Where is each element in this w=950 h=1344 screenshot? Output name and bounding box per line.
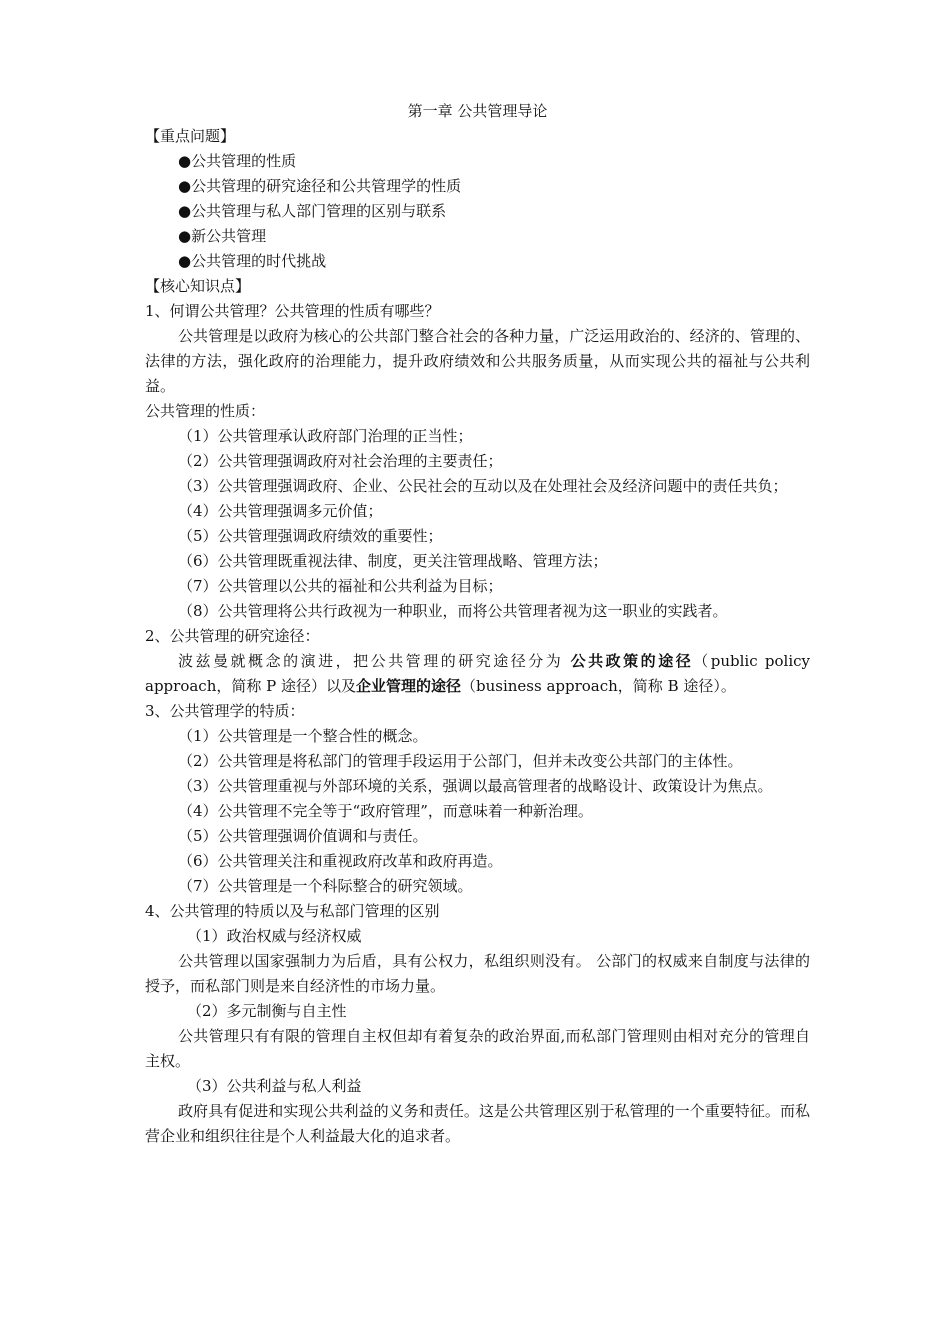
difference-text: 公共管理以国家强制力为后盾，具有公权力，私组织则没有。 公部门的权威来自制度与法律的授予，而私部门则是来自经济性的市场力量。 <box>145 952 810 995</box>
trait-item: （6）公共管理关注和重视政府改革和政府再造。 <box>178 852 503 870</box>
nature-item: （4）公共管理强调多元价值； <box>178 502 383 520</box>
key-issue-item: ●公共管理的研究途径和公共管理学的性质 <box>178 177 462 195</box>
trait-item: （4）公共管理不完全等于“政府管理”，而意味着一种新治理。 <box>178 802 593 820</box>
chapter-title: 第一章 公共管理导论 <box>407 102 548 120</box>
question-1-heading: 1、何谓公共管理？公共管理的性质有哪些？ <box>145 302 440 320</box>
document-body <box>145 99 810 1149</box>
public-policy-approach: 公共政策的途径 <box>570 652 694 670</box>
definition-paragraph: 公共管理是以政府为核心的公共部门整合社会的各种力量，广泛运用政治的、经济的、管理的、法律的方法，强化政府的治理能力，提升政府绩效和公共服务质量，从而实现公共的福祉与公共利益。 <box>145 327 810 395</box>
trait-item: （2）公共管理是将私部门的管理手段运用于公部门，但并未改变公共部门的主体性。 <box>178 752 743 770</box>
key-issue-item: ●公共管理与私人部门管理的区别与联系 <box>178 202 447 220</box>
business-approach: 企业管理的途径 <box>355 677 461 695</box>
core-points-heading: 【核心知识点】 <box>145 277 251 295</box>
nature-item: （3）公共管理强调政府、企业、公民社会的互动以及在处理社会及经济问题中的责任共负； <box>178 477 788 495</box>
difference-label: （2）多元制衡与自主性 <box>187 1002 347 1020</box>
key-issues-heading: 【重点问题】 <box>145 127 236 145</box>
trait-item: （3）公共管理重视与外部环境的关系，强调以最高管理者的战略设计、政策设计为焦点。 <box>178 777 773 795</box>
research-approach-paragraph <box>145 649 810 699</box>
approach-text-a: 波兹曼就概念的演进，把公共管理的研究途径分为 <box>178 652 564 670</box>
trait-item: （7）公共管理是一个科际整合的研究领域。 <box>178 877 473 895</box>
trait-item: （1）公共管理是一个整合性的概念。 <box>178 727 428 745</box>
nature-item: （7）公共管理以公共的福祉和公共利益为目标； <box>178 577 503 595</box>
key-issue-item: ●新公共管理 <box>178 227 267 245</box>
nature-item: （8）公共管理将公共行政视为一种职业，而将公共管理者视为这一职业的实践者。 <box>178 602 728 620</box>
key-issue-item: ●公共管理的时代挑战 <box>178 252 327 270</box>
nature-item: （6）公共管理既重视法律、制度，更关注管理战略、管理方法； <box>178 552 608 570</box>
key-issue-item: ●公共管理的性质 <box>178 152 297 170</box>
difference-label: （3）公共利益与私人利益 <box>187 1077 362 1095</box>
nature-label: 公共管理的性质： <box>145 402 266 420</box>
nature-item: （1）公共管理承认政府部门治理的正当性； <box>178 427 473 445</box>
difference-label: （1）政治权威与经济权威 <box>187 927 362 945</box>
difference-text: 政府具有促进和实现公共利益的义务和责任。这是公共管理区别于私管理的一个重要特征。而私营企业和组织往往是个人利益最大化的追求者。 <box>145 1102 810 1145</box>
approach-text-c: （business approach，简称 B 途径）。 <box>461 677 736 695</box>
nature-item: （5）公共管理强调政府绩效的重要性； <box>178 527 443 545</box>
approach-text-b: （public policy approach，简称 P 途径）以及 <box>145 652 810 695</box>
question-3-heading: 3、公共管理学的特质： <box>145 702 305 720</box>
nature-item: （2）公共管理强调政府对社会治理的主要责任； <box>178 452 503 470</box>
difference-text: 公共管理只有有限的管理自主权但却有着复杂的政治界面,而私部门管理则由相对充分的管理自主权。 <box>145 1027 810 1070</box>
question-4-heading: 4、公共管理的特质以及与私部门管理的区别 <box>145 902 440 920</box>
trait-item: （5）公共管理强调价值调和与责任。 <box>178 827 428 845</box>
question-2-heading: 2、公共管理的研究途径： <box>145 627 320 645</box>
